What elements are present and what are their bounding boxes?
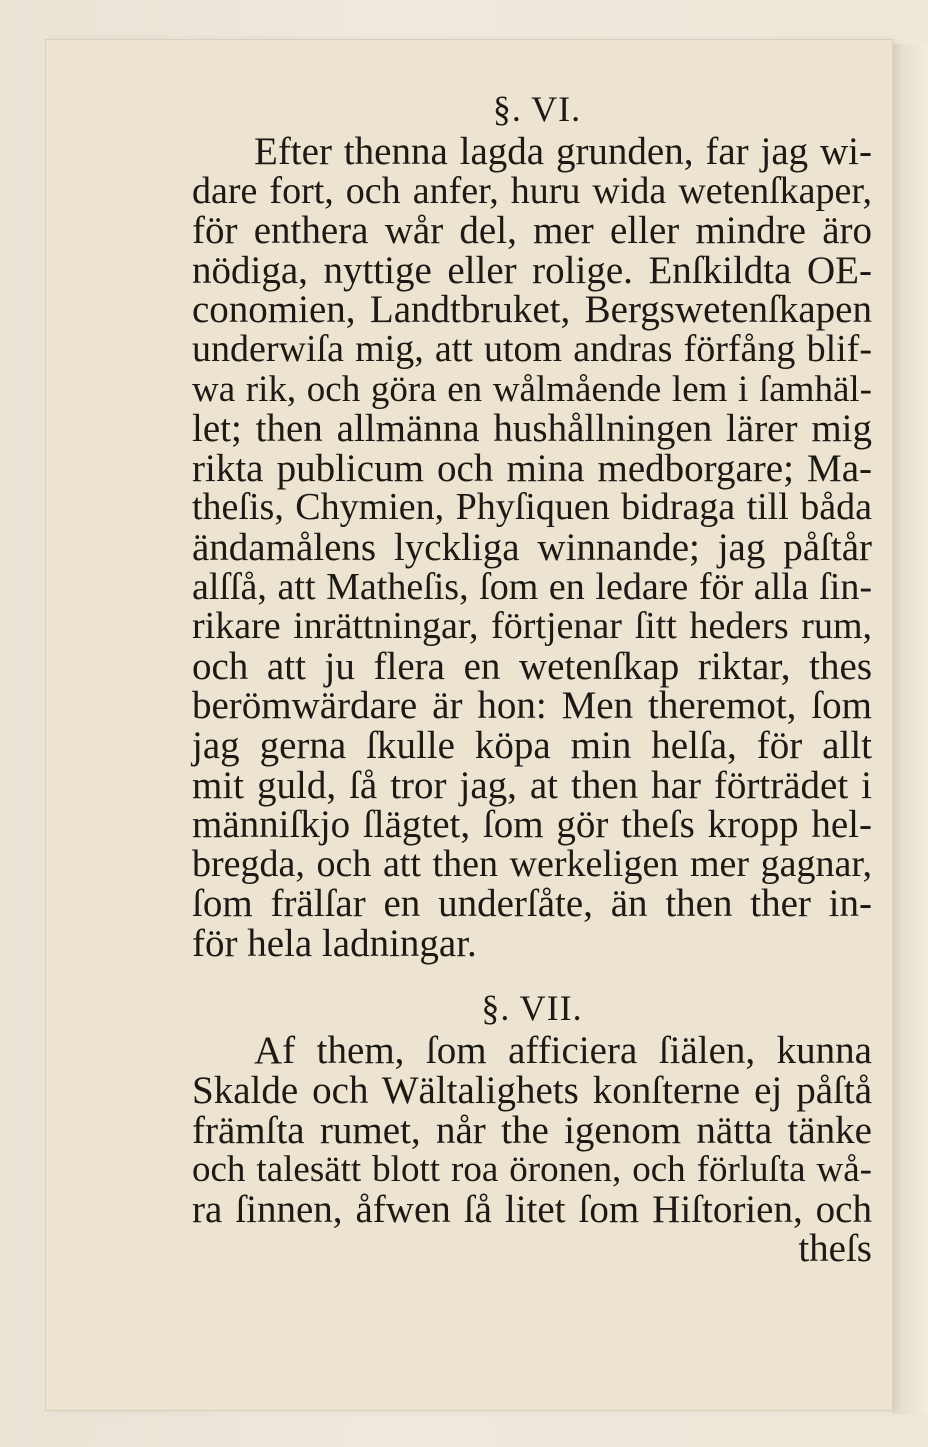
text-line: Af them, ſom afficiera ſiälen, kunna <box>254 1029 872 1073</box>
text-line: mit guld, ſå tror jag, at then har förträdet i <box>192 763 872 807</box>
adjacent-page-edge <box>892 44 928 1414</box>
section-heading-7: §. VII. <box>481 988 583 1029</box>
text-line: jag gerna ſkulle köpa min helſa, för allt <box>192 723 872 767</box>
section-spacer <box>192 963 872 985</box>
catchword: theſs <box>798 1227 872 1271</box>
text-line: ſom frälſar en underſåte, än then ther in- <box>192 882 872 926</box>
text-line: och talesätt blott roa öronen, och förluſta wå- <box>192 1149 872 1191</box>
text-line: männiſkjo ſlägtet, ſom gör theſs kropp hel- <box>192 803 872 847</box>
text-line: Skalde och Wältalighets konſterne ej påſtå <box>192 1069 872 1113</box>
text-line: berömwärdare är hon: Men theremot, ſom <box>192 684 872 728</box>
text-line: alſſå, att Matheſis, ſom en ledare för alla ſin- <box>192 565 872 608</box>
text-line: wa rik, och göra en wålmående lem i ſamhäl- <box>192 368 872 410</box>
text-line: dare fort, och anfer, huru wida wetenſkaper, <box>192 169 872 212</box>
text-line: let; then allmänna hushållningen lärer mig <box>192 407 872 451</box>
text-line: ra ſinnen, åfwen ſå litet ſom Hiſtorien, och <box>192 1187 872 1231</box>
section-6-body <box>192 132 872 963</box>
section-heading-6: §. VI. <box>492 89 582 129</box>
text-line: bregda, och att then werkeligen mer gagnar, <box>192 842 872 885</box>
text-line: Efter thenna lagda grunden, far jag wi- <box>254 130 872 173</box>
text-line: rikare inrättningar, förtjenar ſitt heders rum, <box>192 605 872 648</box>
text-line: rikta publicum och mina medborgare; Ma- <box>192 446 872 490</box>
text-line: nödiga, nyttige eller rolige. Enſkildta OE- <box>192 248 872 292</box>
text-line: för enthera wår del, mer eller mindre äro <box>192 209 872 253</box>
text-line: underwiſa mig, att utom andras förfång blif- <box>192 327 872 370</box>
text-line: främſta rumet, når the igenom nätta tänke <box>192 1108 872 1152</box>
text-line: och att ju flera en wetenſkap riktar, thes <box>192 644 872 688</box>
section-7-body <box>192 1031 872 1269</box>
text-line: för hela ladningar. <box>192 921 477 965</box>
page-text <box>192 86 872 1269</box>
text-line: theſis, Chymien, Phyſiquen bidraga till båda <box>192 486 872 529</box>
text-line: ändamålens lyckliga winnande; jag påſtår <box>192 525 872 569</box>
text-line: conomien, Landtbruket, Bergswetenſkapen <box>192 288 872 332</box>
